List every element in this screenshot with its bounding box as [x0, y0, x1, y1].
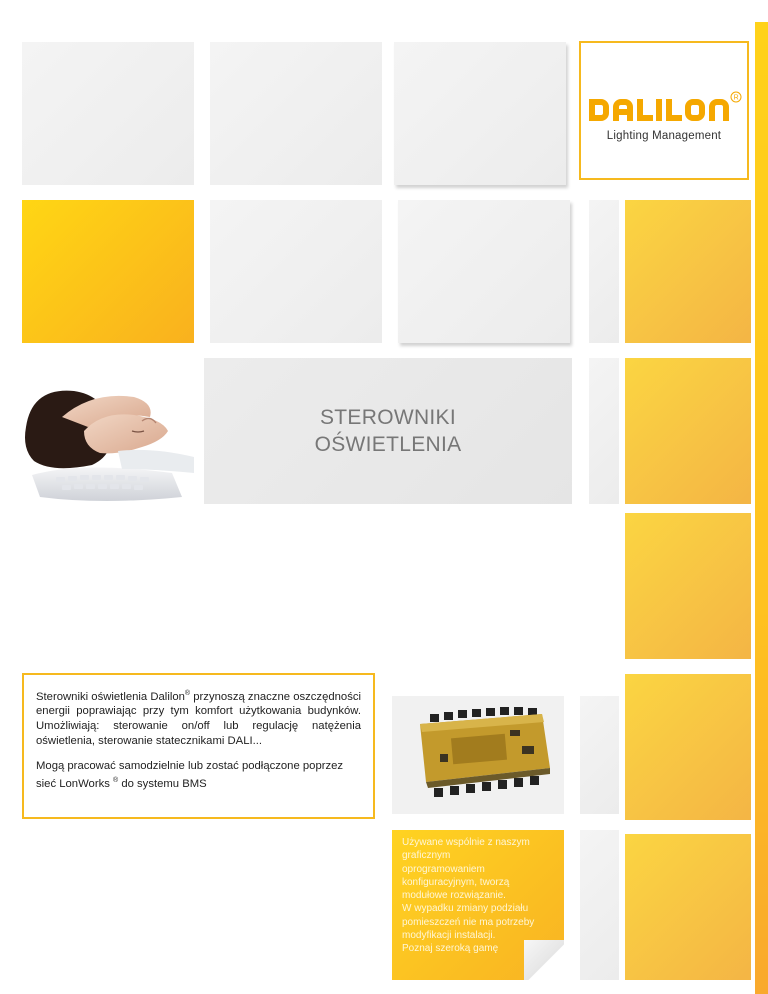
- grid-tile: [398, 200, 570, 343]
- title-panel: [204, 358, 572, 504]
- description-text: Sterowniki oświetlenia Dalilon: [36, 690, 185, 703]
- title-line-1: STEROWNIKI: [319, 406, 456, 429]
- page-title: [204, 404, 572, 458]
- controller-product-photo: [392, 696, 564, 814]
- grid-tile-yellow: [22, 200, 194, 343]
- grid-tile: [22, 520, 372, 660]
- description-paragraph-2: [36, 759, 361, 791]
- grid-tile-yellow: [625, 674, 751, 820]
- grid-tile: [394, 42, 566, 185]
- controller-illustration: [392, 696, 564, 814]
- note-line: oprogramowaniem: [402, 863, 485, 875]
- description-box: [22, 673, 375, 819]
- description-text: przynoszą znaczne oszczędności energii poprawiając przy tym komfort użytkowania budynków. Umożliwiają: sterowanie on/off lub regulację natężenia oświetlenia, sterowanie statecznikami DALI...: [36, 690, 362, 747]
- note-line: konfiguracyjnym, tworzą: [402, 876, 510, 888]
- note-text: [402, 836, 556, 956]
- note-line: modyfikacji instalacji.: [402, 930, 496, 942]
- note-line: pomieszczeń nie ma potrzeby: [402, 916, 535, 928]
- logo-box: [579, 41, 749, 180]
- registered-mark: ®: [113, 776, 119, 784]
- description-paragraph-1: [36, 687, 361, 748]
- grid-tile: [580, 696, 619, 814]
- photo-illustration: [22, 357, 194, 505]
- page-curl-icon: [524, 940, 564, 980]
- accent-stripe: [755, 22, 768, 994]
- note-line: graficznym: [402, 850, 451, 862]
- description-text: do systemu BMS: [118, 777, 207, 790]
- description-text: Mogą pracować samodzielnie lub zostać podłączone poprzez sieć LonWorks: [36, 760, 344, 790]
- note-line: modułowe rozwiązanie.: [402, 890, 506, 902]
- grid-tile: [22, 42, 194, 185]
- sticky-note: [392, 830, 564, 980]
- note-line: Poznaj szeroką gamę: [402, 943, 499, 955]
- grid-tile: [580, 830, 619, 980]
- note-line: Używane wspólnie z naszym: [402, 837, 530, 848]
- grid-tile-yellow: [625, 513, 751, 659]
- dalilon-logo: [587, 91, 743, 127]
- title-line-2: OŚWIETLENIA: [314, 433, 462, 456]
- note-line: W wypadku zmiany podziału: [402, 903, 529, 915]
- logo-tagline: Lighting Management: [606, 130, 722, 142]
- grid-tile: [589, 358, 619, 504]
- registered-mark: ®: [184, 690, 191, 697]
- grid-tile-yellow: [625, 358, 751, 504]
- grid-tile-yellow: [625, 200, 751, 343]
- woman-relaxing-photo: [22, 357, 194, 505]
- grid-tile: [210, 42, 382, 185]
- grid-tile-yellow: [625, 834, 751, 980]
- grid-tile: [589, 200, 619, 343]
- svg-text:R: R: [733, 94, 739, 102]
- grid-tile: [210, 200, 382, 343]
